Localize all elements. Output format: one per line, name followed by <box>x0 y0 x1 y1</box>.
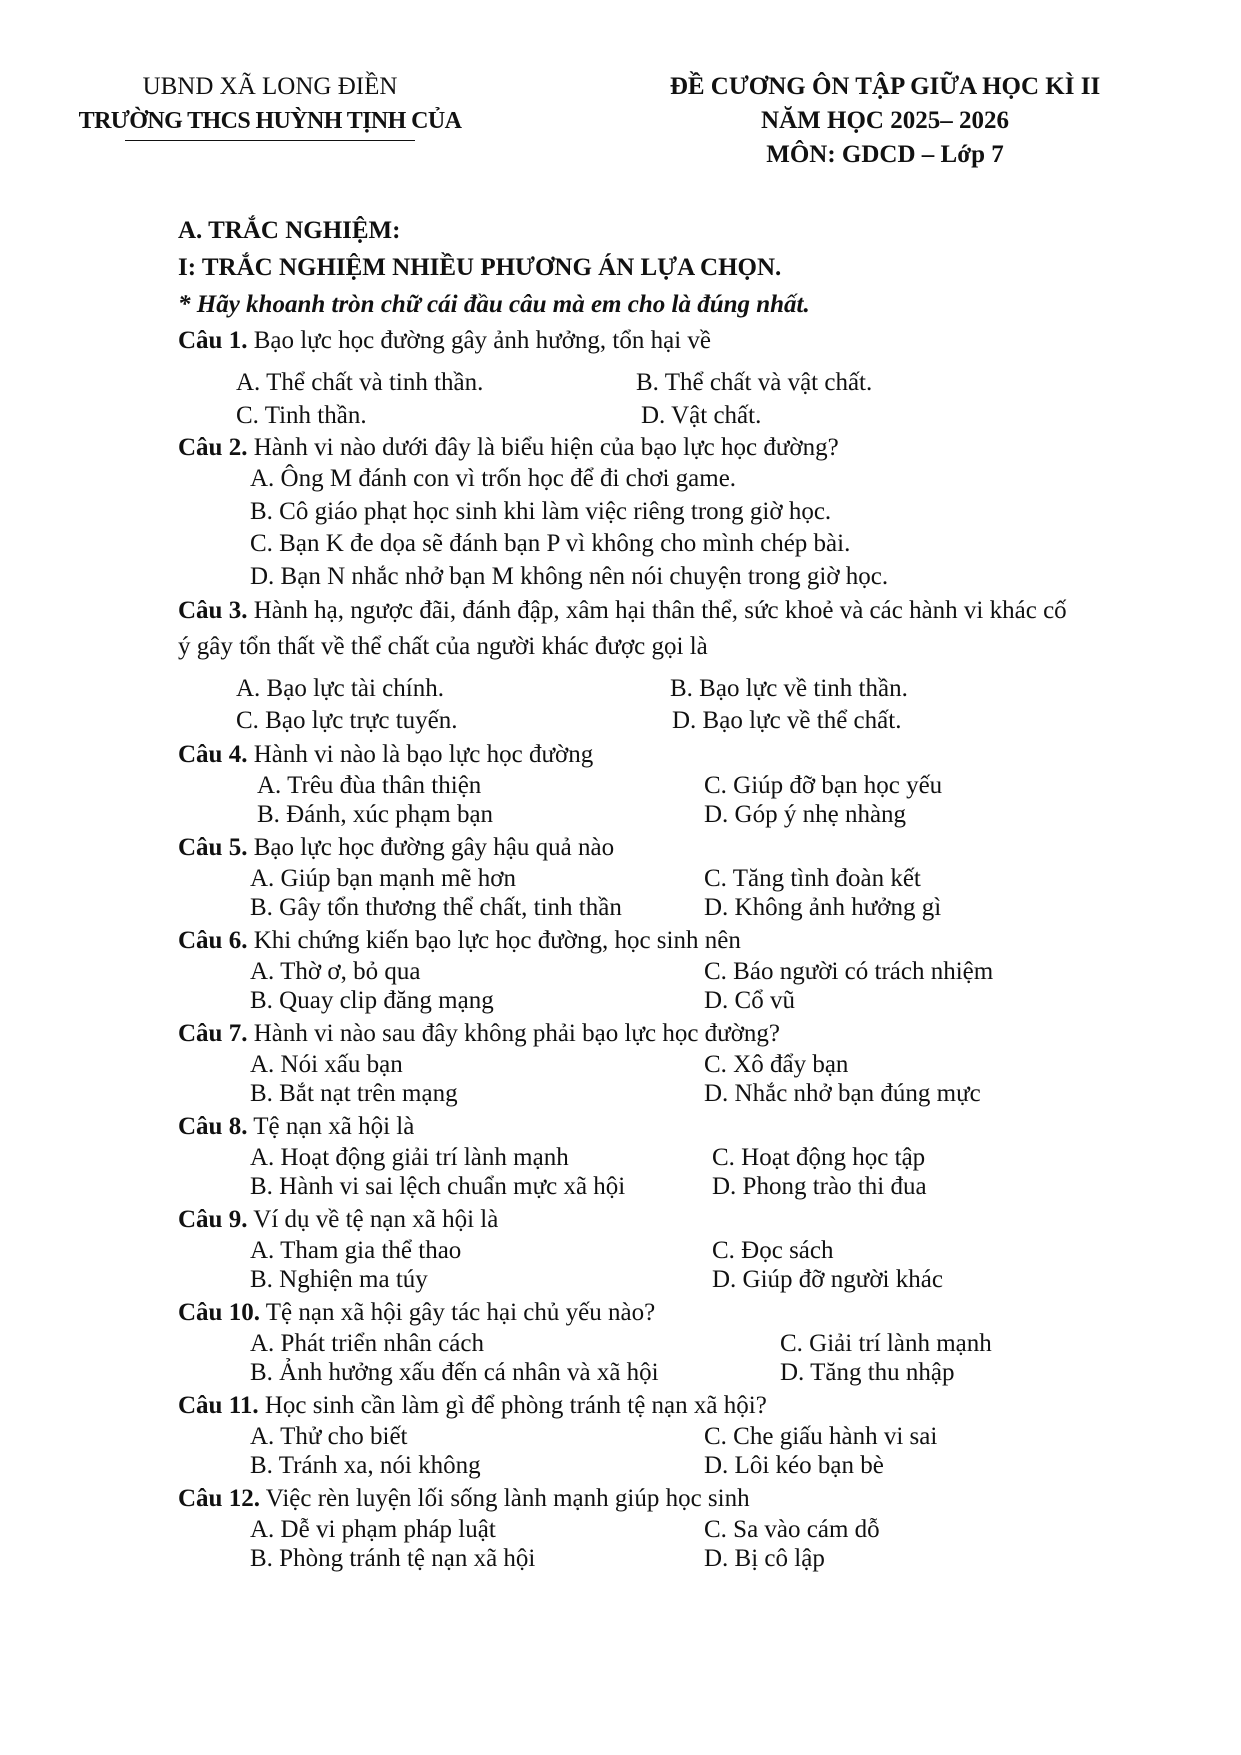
question-text-continued: ý gây tổn thất về thể chất của người khác được gọi là <box>178 633 708 660</box>
question-1 <box>178 323 1158 430</box>
section-subtitle: I: TRẮC NGHIỆM NHIỀU PHƯƠNG ÁN LỰA CHỌN. <box>178 254 782 281</box>
question-number: Câu 6. <box>178 927 248 954</box>
question-text: Bạo lực học đường gây ảnh hưởng, tổn hại về <box>247 327 711 354</box>
option-d: D. Góp ý nhẹ nhàng <box>704 801 907 828</box>
option-b: B. Phòng tránh tệ nạn xã hội <box>250 1545 536 1572</box>
question-text: Tệ nạn xã hội gây tác hại chủ yếu nào? <box>259 1299 656 1326</box>
question-text: Hành vi nào dưới đây là biểu hiện của bạo lực học đường? <box>247 434 839 461</box>
header-underline <box>125 140 415 141</box>
option-d: D. Lôi kéo bạn bè <box>704 1452 884 1479</box>
school-name: TRƯỜNG THCS HUỲNH TỊNH CỦA <box>78 108 462 134</box>
question-number: Câu 3. <box>178 597 248 624</box>
question-stem <box>178 923 1158 958</box>
question-text: Học sinh cần làm gì để phòng tránh tệ nạn xã hội? <box>258 1392 767 1419</box>
question-stem <box>178 737 1158 772</box>
option-c: C. Giải trí lành mạnh <box>780 1330 992 1357</box>
question-stem <box>178 1388 1158 1423</box>
option-d: D. Phong trào thi đua <box>712 1173 927 1200</box>
option-a: A. Trêu đùa thân thiện <box>257 772 482 799</box>
question-number: Câu 4. <box>178 741 248 768</box>
option-a: A. Bạo lực tài chính. <box>236 675 444 702</box>
option-b: B. Quay clip đăng mạng <box>250 987 494 1014</box>
options <box>178 1330 1158 1388</box>
question-number: Câu 2. <box>178 434 248 461</box>
question-stem <box>178 593 1158 628</box>
option-d: D. Giúp đỡ người khác <box>712 1266 943 1293</box>
question-text: Việc rèn luyện lối sống lành mạnh giúp học sinh <box>259 1485 750 1512</box>
question-stem <box>178 430 1158 465</box>
option-c: C. Bạo lực trực tuyến. <box>236 707 458 734</box>
option-a: A. Phát triển nhân cách <box>250 1330 484 1357</box>
question-stem <box>178 1109 1158 1144</box>
question-6 <box>178 923 1158 1016</box>
question-stem <box>178 1016 1158 1051</box>
option-b: B. Bắt nạt trên mạng <box>250 1080 458 1107</box>
section-title: A. TRẮC NGHIỆM: <box>178 217 401 244</box>
option-c: C. Xô đẩy bạn <box>704 1051 849 1078</box>
question-9 <box>178 1202 1158 1295</box>
option-c: C. Sa vào cám dỗ <box>704 1516 880 1543</box>
header-right <box>640 70 1130 172</box>
option-d: D. Tăng thu nhập <box>780 1359 955 1386</box>
option-b: B. Nghiện ma túy <box>250 1266 428 1293</box>
question-stem <box>178 323 1158 358</box>
options <box>178 772 1158 830</box>
option-a: A. Hoạt động giải trí lành mạnh <box>250 1144 569 1171</box>
option-a: A. Ông M đánh con vì trốn học để đi chơi game. <box>250 465 737 492</box>
option-d: D. Nhắc nhở bạn đúng mực <box>704 1080 981 1107</box>
subject-grade: MÔN: GDCD – Lớp 7 <box>766 141 1004 168</box>
option-c: C. Bạn K đe dọa sẽ đánh bạn P vì không cho mình chép bài. <box>250 530 851 557</box>
question-stem <box>178 830 1158 865</box>
option-b: B. Đánh, xúc phạm bạn <box>257 801 494 828</box>
instruction: * Hãy khoanh tròn chữ cái đầu câu mà em cho là đúng nhất. <box>178 291 810 318</box>
question-4 <box>178 737 1158 830</box>
option-c: C. Hoạt động học tập <box>712 1144 926 1171</box>
option-d: D. Không ảnh hưởng gì <box>704 894 942 921</box>
option-a: A. Tham gia thể thao <box>250 1237 462 1264</box>
option-a: A. Nói xấu bạn <box>250 1051 403 1078</box>
question-7 <box>178 1016 1158 1109</box>
question-number: Câu 12. <box>178 1485 260 1512</box>
option-b: B. Thể chất và vật chất. <box>636 369 873 396</box>
option-b: B. Tránh xa, nói không <box>250 1452 481 1479</box>
question-12 <box>178 1481 1158 1574</box>
option-b: B. Cô giáo phạt học sinh khi làm việc riêng trong giờ học. <box>250 498 832 525</box>
question-3 <box>178 593 1158 737</box>
option-c: C. Báo người có trách nhiệm <box>704 958 994 985</box>
document-title: ĐỀ CƯƠNG ÔN TẬP GIỮA HỌC KÌ II <box>669 73 1101 100</box>
option-b: B. Gây tổn thương thể chất, tinh thần <box>250 894 622 921</box>
question-text: Tệ nạn xã hội là <box>247 1113 415 1140</box>
question-5 <box>178 830 1158 923</box>
options <box>178 465 1158 593</box>
option-d: D. Bạn N nhắc nhở bạn M không nên nói chuyện trong giờ học. <box>250 563 889 590</box>
options <box>178 1051 1158 1109</box>
question-text: Bạo lực học đường gây hậu quả nào <box>247 834 615 861</box>
options <box>178 865 1158 923</box>
options <box>178 1423 1158 1481</box>
question-10 <box>178 1295 1158 1388</box>
question-text: Ví dụ về tệ nạn xã hội là <box>247 1206 499 1233</box>
question-text: Hành hạ, ngược đãi, đánh đập, xâm hại thân thể, sức khoẻ và các hành vi khác cố <box>247 597 1067 624</box>
option-c: C. Giúp đỡ bạn học yếu <box>704 772 943 799</box>
option-b: B. Bạo lực về tinh thần. <box>670 675 908 702</box>
option-a: A. Dễ vi phạm pháp luật <box>250 1516 496 1543</box>
school-year: NĂM HỌC 2025– 2026 <box>761 107 1009 134</box>
option-a: A. Thử cho biết <box>250 1423 408 1450</box>
question-stem <box>178 1295 1158 1330</box>
options <box>178 1516 1158 1574</box>
option-d: D. Cổ vũ <box>704 987 795 1014</box>
option-d: D. Bị cô lập <box>704 1545 825 1572</box>
question-number: Câu 1. <box>178 327 248 354</box>
options <box>178 1144 1158 1202</box>
options <box>178 958 1158 1016</box>
option-c: C. Tăng tình đoàn kết <box>704 865 921 892</box>
question-stem <box>178 1202 1158 1237</box>
question-text: Hành vi nào là bạo lực học đường <box>247 741 594 768</box>
question-number: Câu 10. <box>178 1299 260 1326</box>
question-number: Câu 8. <box>178 1113 248 1140</box>
option-d: D. Vật chất. <box>641 402 762 429</box>
option-b: B. Hành vi sai lệch chuẩn mực xã hội <box>250 1173 626 1200</box>
district-name: UBND XÃ LONG ĐIỀN <box>142 73 398 100</box>
question-number: Câu 7. <box>178 1020 248 1047</box>
option-a: A. Giúp bạn mạnh mẽ hơn <box>250 865 516 892</box>
option-c: C. Đọc sách <box>712 1237 834 1264</box>
question-2 <box>178 430 1158 593</box>
question-number: Câu 5. <box>178 834 248 861</box>
question-text: Hành vi nào sau đây không phải bạo lực học đường? <box>247 1020 781 1047</box>
option-a: A. Thờ ơ, bỏ qua <box>250 958 421 985</box>
question-stem <box>178 1481 1158 1516</box>
question-8 <box>178 1109 1158 1202</box>
options <box>178 665 1158 737</box>
option-a: A. Thể chất và tinh thần. <box>236 369 484 396</box>
option-b: B. Ảnh hưởng xấu đến cá nhân và xã hội <box>250 1359 659 1386</box>
question-11 <box>178 1388 1158 1481</box>
question-number: Câu 11. <box>178 1392 259 1419</box>
option-c: C. Tinh thần. <box>236 402 367 429</box>
question-text: Khi chứng kiến bạo lực học đường, học sinh nên <box>247 927 741 954</box>
option-c: C. Che giấu hành vi sai <box>704 1423 938 1450</box>
options <box>178 1237 1158 1295</box>
options <box>178 358 1158 430</box>
question-number: Câu 9. <box>178 1206 248 1233</box>
header-left <box>60 70 480 141</box>
exam-content <box>178 212 1158 1574</box>
option-d: D. Bạo lực về thể chất. <box>672 707 902 734</box>
